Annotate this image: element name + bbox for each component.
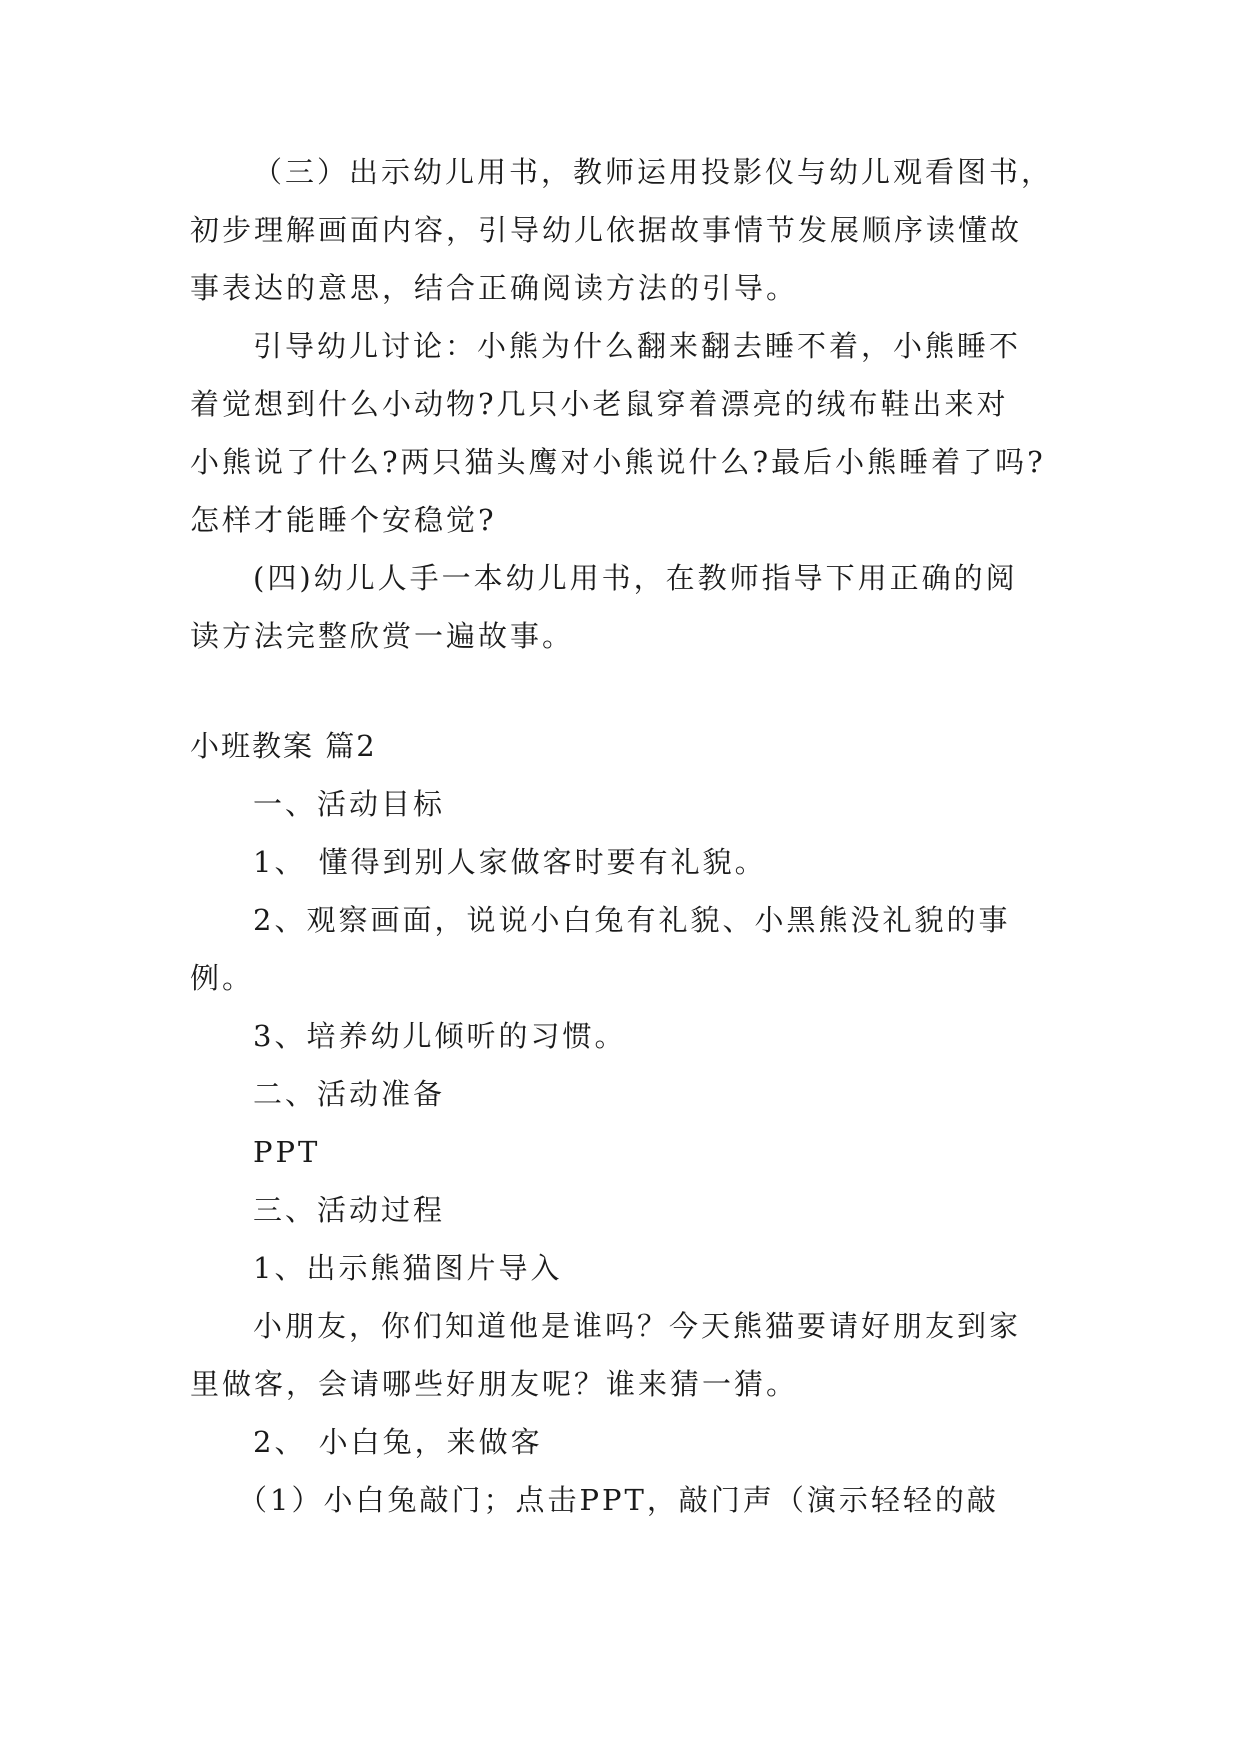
paragraph-line: 怎样才能睡个安稳觉?: [190, 503, 497, 537]
list-item: 2、观察画面，说说小白兔有礼貌、小黑熊没礼貌的事: [253, 903, 1011, 937]
list-item-continuation: 例。: [190, 961, 255, 995]
paragraph-line: 读方法完整欣赏一遍故事。: [190, 619, 575, 653]
paragraph-line: PPT: [253, 1135, 321, 1169]
paragraph-line: （三）出示幼儿用书，教师运用投影仪与幼儿观看图书，: [253, 155, 1054, 189]
paragraph-line: 引导幼儿讨论：小熊为什么翻来翻去睡不着，小熊睡不: [253, 329, 1022, 363]
list-item: 1、出示熊猫图片导入: [253, 1251, 563, 1285]
paragraph-line: (四)幼儿人手一本幼儿用书，在教师指导下用正确的阅: [253, 561, 1018, 595]
paragraph-line: 里做客，会请哪些好朋友呢？谁来猜一猜。: [190, 1367, 799, 1401]
list-item: 2、 小白兔，来做客: [253, 1425, 543, 1459]
list-item: 1、 懂得到别人家做客时要有礼貌。: [253, 845, 767, 879]
list-item: （1）小白兔敲门；点击PPT，敲门声（演示轻轻的敲: [238, 1483, 999, 1517]
heading-line: 三、活动过程: [253, 1193, 446, 1227]
paragraph-line: 小朋友，你们知道他是谁吗？今天熊猫要请好朋友到家: [253, 1309, 1022, 1343]
heading-line: 一、活动目标: [253, 787, 446, 821]
list-item: 3、培养幼儿倾听的习惯。: [253, 1019, 627, 1053]
paragraph-line: 事表达的意思，结合正确阅读方法的引导。: [190, 271, 799, 305]
paragraph-line: 着觉想到什么小动物?几只小老鼠穿着漂亮的绒布鞋出来对: [190, 387, 1009, 421]
paragraph-line: 小熊说了什么?两只猫头鹰对小熊说什么?最后小熊睡着了吗?: [190, 445, 1046, 479]
heading-line: 二、活动准备: [253, 1077, 446, 1111]
paragraph-line: 初步理解画面内容，引导幼儿依据故事情节发展顺序读懂故: [190, 213, 1023, 247]
section-title: 小班教案 篇2: [190, 729, 377, 763]
